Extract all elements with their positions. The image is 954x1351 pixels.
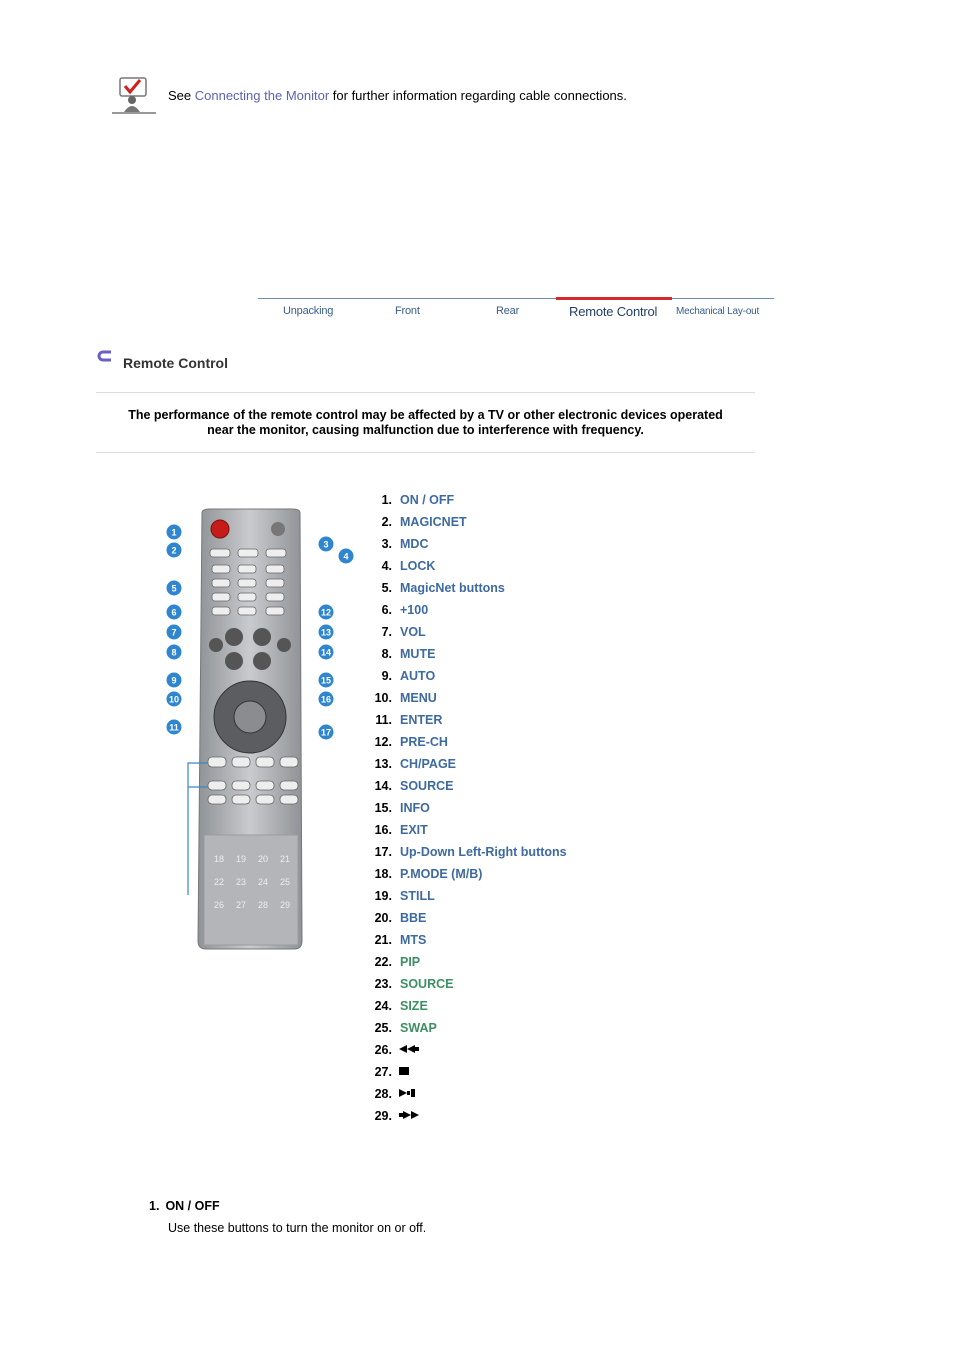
list-item-number: 19.: [374, 889, 392, 903]
list-item-link[interactable]: LOCK: [400, 559, 436, 573]
remote-key-number: 23: [236, 877, 247, 887]
list-item-number: 18.: [374, 867, 392, 881]
list-item-number: 17.: [374, 845, 392, 859]
list-item: [368, 1107, 392, 1129]
svg-text:4: 4: [343, 551, 349, 562]
list-item: [368, 557, 436, 579]
remote-callout: [319, 692, 334, 707]
description-number: 1.: [149, 1199, 160, 1213]
list-item-link[interactable]: SIZE: [400, 999, 428, 1013]
remote-callout: [319, 605, 334, 620]
svg-text:13: 13: [320, 627, 332, 638]
remote-callout: [319, 645, 334, 660]
tab-remote-control[interactable]: Remote Control: [569, 304, 658, 319]
list-item-link[interactable]: P.MODE (M/B): [400, 867, 483, 881]
tab-bar: [258, 298, 774, 325]
svg-text:9: 9: [171, 675, 177, 686]
remote-key-number: 22: [214, 877, 225, 887]
list-item: [368, 931, 427, 953]
list-item: [368, 601, 429, 623]
list-item-link[interactable]: +100: [400, 603, 429, 617]
svg-text:14: 14: [320, 647, 332, 658]
list-item-link[interactable]: Up-Down Left-Right buttons: [400, 845, 567, 859]
list-item: [368, 711, 443, 733]
list-item-number: 2.: [381, 515, 392, 529]
list-item-link[interactable]: ON / OFF: [400, 493, 455, 507]
list-item-number: 16.: [374, 823, 392, 837]
list-item-number: 27.: [374, 1065, 392, 1079]
svg-text:16: 16: [320, 694, 332, 705]
list-item-link[interactable]: EXIT: [400, 823, 428, 837]
tab-unpacking[interactable]: Unpacking: [283, 305, 334, 317]
list-item-number: 24.: [374, 999, 392, 1013]
note-icon: [110, 76, 158, 116]
remote-callout: [167, 543, 182, 558]
play-pause-icon[interactable]: [399, 1089, 421, 1097]
remote-key-number: 18: [214, 854, 225, 864]
list-item-link[interactable]: SWAP: [400, 1021, 437, 1035]
remote-key-number: 26: [214, 900, 225, 910]
list-item-link[interactable]: AUTO: [400, 669, 436, 683]
connecting-monitor-link[interactable]: Connecting the Monitor: [194, 88, 330, 103]
list-item-link[interactable]: PIP: [400, 955, 421, 969]
section-bullet-icon: [97, 349, 113, 363]
list-item-link[interactable]: MAGICNET: [400, 515, 467, 529]
remote-key-number: 28: [258, 900, 269, 910]
list-item-number: 8.: [381, 647, 392, 661]
list-item-link[interactable]: MTS: [400, 933, 427, 947]
description-heading: ON / OFF: [165, 1199, 220, 1213]
list-item: [368, 997, 428, 1019]
list-item: [368, 1019, 437, 1041]
fast-forward-icon[interactable]: [399, 1111, 421, 1119]
svg-text:11: 11: [169, 722, 179, 733]
note-suffix: for further information regarding cable connections.: [329, 88, 627, 103]
list-item-number: 28.: [374, 1087, 392, 1101]
list-item-number: 23.: [374, 977, 392, 991]
list-item-link[interactable]: MUTE: [400, 647, 436, 661]
remote-key-number: 24: [258, 877, 269, 887]
remote-callout: [319, 725, 334, 740]
remote-key-number: 27: [236, 900, 247, 910]
remote-key-number: 19: [236, 854, 247, 864]
list-item-number: 21.: [374, 933, 392, 947]
list-item: [368, 909, 427, 931]
remote-callout: [167, 625, 182, 640]
svg-text:8: 8: [171, 647, 177, 658]
list-item-link[interactable]: MENU: [400, 691, 437, 705]
remote-callout: [167, 581, 182, 596]
svg-text:5: 5: [171, 583, 177, 594]
remote-callout: [339, 549, 354, 564]
list-item-number: 11.: [375, 713, 392, 727]
list-item-number: 6.: [381, 603, 392, 617]
list-item-link[interactable]: INFO: [400, 801, 430, 815]
list-item-number: 29.: [374, 1109, 392, 1123]
list-item: [368, 733, 448, 755]
list-item: [368, 953, 421, 975]
note-text: [168, 88, 627, 103]
list-item: [368, 843, 567, 865]
remote-control-image: [160, 505, 360, 955]
remote-callout: [167, 605, 182, 620]
svg-text:2: 2: [171, 545, 177, 556]
list-item-link[interactable]: MDC: [400, 537, 429, 551]
svg-text:17: 17: [320, 727, 332, 738]
list-item-number: 5.: [381, 581, 392, 595]
list-item-link[interactable]: SOURCE: [400, 779, 454, 793]
list-item: [368, 645, 436, 667]
svg-text:1: 1: [171, 527, 177, 538]
list-item: [368, 579, 505, 601]
remote-callout: [167, 692, 182, 707]
warning-line-2: near the monitor, causing malfunction due to interference with frequency.: [207, 423, 644, 437]
list-item-link[interactable]: STILL: [400, 889, 435, 903]
remote-key-number: 20: [258, 854, 269, 864]
list-item-number: 20.: [374, 911, 392, 925]
list-item-number: 26.: [374, 1043, 392, 1057]
list-item-number: 7.: [381, 625, 392, 639]
warning-text: [96, 408, 755, 438]
active-tab-indicator: [556, 297, 672, 300]
list-item-link[interactable]: VOL: [400, 625, 426, 639]
warning-line-1: The performance of the remote control may be affected by a TV or other electronic devices operated: [128, 408, 723, 422]
svg-text:7: 7: [171, 627, 177, 638]
remote-key-number: 25: [280, 877, 291, 887]
remote-callout: [167, 525, 182, 540]
note-prefix: See: [168, 88, 195, 103]
list-item-number: 9.: [381, 669, 392, 683]
list-item: [368, 799, 430, 821]
list-item-number: 1.: [381, 493, 392, 507]
list-item: [368, 821, 428, 843]
svg-text:15: 15: [320, 675, 332, 686]
list-item-number: 15.: [374, 801, 392, 815]
list-item: [368, 887, 435, 909]
list-item-link[interactable]: PRE-CH: [400, 735, 448, 749]
divider-top: [96, 392, 755, 393]
list-item: [368, 777, 454, 799]
remote-callout: [319, 673, 334, 688]
list-item: [368, 513, 467, 535]
list-item: [368, 975, 454, 997]
list-item-link[interactable]: MagicNet buttons: [400, 581, 505, 595]
svg-text:3: 3: [323, 539, 329, 550]
rewind-icon[interactable]: [399, 1045, 421, 1053]
remote-callout: [319, 537, 334, 552]
list-item-number: 4.: [381, 559, 392, 573]
list-item-link[interactable]: BBE: [400, 911, 427, 925]
section-title: Remote Control: [123, 355, 228, 371]
list-item: [368, 755, 457, 777]
list-item-number: 12.: [374, 735, 392, 749]
description-title: [149, 1199, 220, 1213]
list-item-link[interactable]: SOURCE: [400, 977, 454, 991]
description-text: Use these buttons to turn the monitor on or off.: [168, 1221, 427, 1235]
list-item-number: 13.: [374, 757, 392, 771]
list-item-link[interactable]: CH/PAGE: [400, 757, 457, 771]
remote-callout: [167, 645, 182, 660]
list-item-number: 22.: [374, 955, 392, 969]
tab-front[interactable]: Front: [395, 305, 420, 317]
list-item: [368, 689, 437, 711]
list-item-number: 10.: [374, 691, 392, 705]
tab-rear[interactable]: Rear: [496, 305, 520, 317]
divider-bottom: [96, 452, 755, 453]
tab-mechanical-layout[interactable]: Mechanical Lay-out: [676, 306, 760, 317]
list-item: [368, 1085, 392, 1107]
list-item: [368, 1063, 392, 1085]
list-item: [368, 1041, 392, 1063]
svg-text:12: 12: [320, 607, 332, 618]
list-item-link[interactable]: ENTER: [400, 713, 443, 727]
stop-icon[interactable]: [399, 1067, 409, 1075]
svg-text:6: 6: [171, 607, 177, 618]
remote-key-number: 29: [280, 900, 291, 910]
remote-callout: [167, 720, 182, 735]
list-item: [368, 667, 436, 689]
list-item: [368, 865, 483, 887]
list-item-number: 14.: [374, 779, 392, 793]
remote-callout: [319, 625, 334, 640]
svg-text:10: 10: [168, 694, 180, 705]
button-list: [368, 491, 567, 1129]
remote-key-number: 21: [280, 854, 291, 864]
list-item: [368, 491, 455, 513]
list-item: [368, 623, 426, 645]
remote-callout: [167, 673, 182, 688]
list-item-number: 25.: [374, 1021, 392, 1035]
list-item-number: 3.: [381, 537, 392, 551]
list-item: [368, 535, 429, 557]
